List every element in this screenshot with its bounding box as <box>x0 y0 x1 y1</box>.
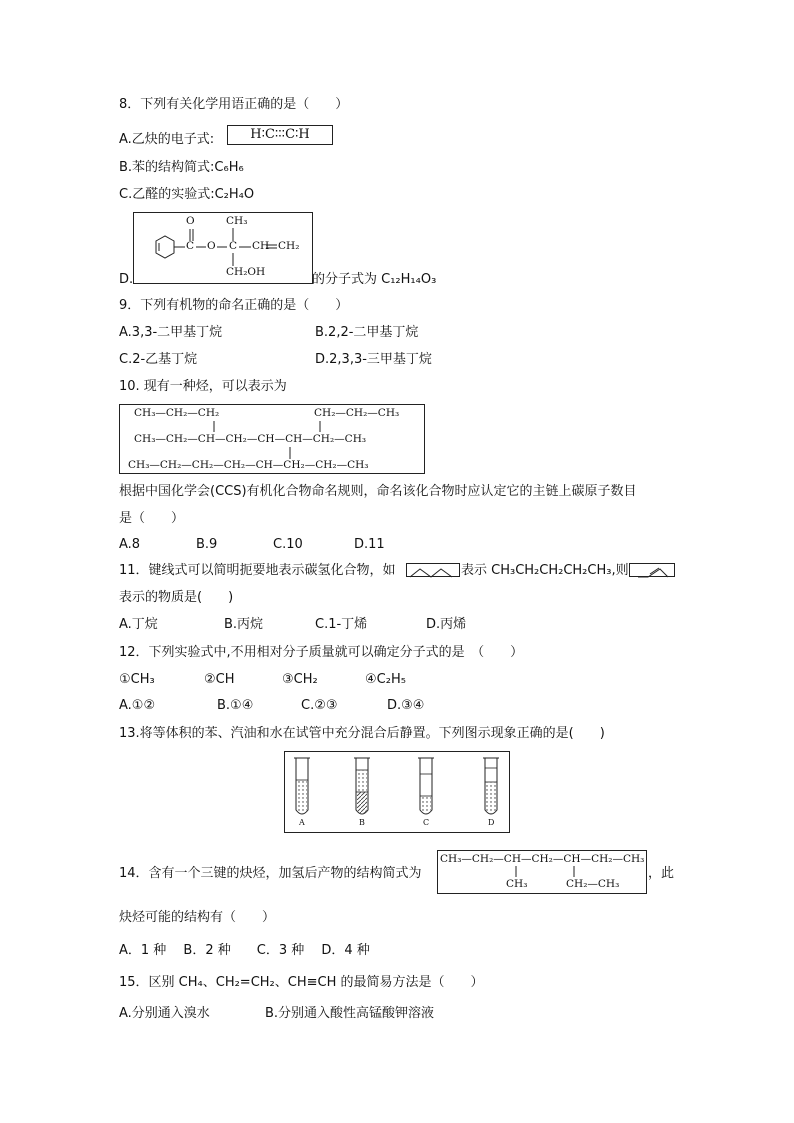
q13-label-a: A <box>299 818 305 827</box>
q10-stem: 10. 现有一种烃，可以表示为 <box>119 379 287 394</box>
q12-stem: 12．下列实验式中,不用相对分子质量就可以确定分子式的是 （ ） <box>119 645 524 660</box>
q13-label-d: D <box>488 818 495 827</box>
q11-option-a: A.丁烷 <box>119 617 158 632</box>
q15-stem: 15．区别 CH₄、CH₂=CH₂、CH≡CH 的最简易方法是（ ） <box>119 975 484 990</box>
q14-stem-line2: 炔烃可能的结构有（ ） <box>119 910 276 925</box>
q8-struct-c2: C <box>229 240 238 252</box>
q15-option-b: B.分别通入酸性高锰酸钾溶液 <box>265 1006 435 1021</box>
q10-option-a: A.8 <box>119 537 141 552</box>
q8-struct-c1: C <box>186 240 195 252</box>
q8-option-d-label: D. <box>119 272 134 287</box>
q12-item-3: ③CH₂ <box>282 672 318 687</box>
q11-option-d: D.丙烯 <box>426 617 467 632</box>
q8-option-c: C.乙醛的实验式:C₂H₄O <box>119 187 255 202</box>
q10-row2: CH₃—CH₂—CH—CH₂—CH—CH—CH₂—CH₃ <box>134 433 367 445</box>
q8-option-d-text: 的分子式为 C₁₂H₁₄O₃ <box>312 272 437 287</box>
q10-option-d: D.11 <box>354 537 385 552</box>
q11-stem-a: 11．键线式可以简明扼要地表示碳氢化合物，如 <box>119 563 396 578</box>
q11-stem-b: 表示 CH₃CH₂CH₂CH₂CH₃,则 <box>461 563 629 578</box>
butene-skeletal-icon <box>630 567 674 579</box>
q13-test-tubes-svg <box>285 752 509 832</box>
q8-option-b: B.苯的结构简式:C₆H₆ <box>119 160 244 175</box>
q8-struct-ch2: CH₂ <box>278 240 300 252</box>
q14-structure-box <box>437 850 647 894</box>
q12-option-a: A.①② <box>119 698 156 713</box>
test-tube-d-icon <box>483 758 499 814</box>
q8-option-a-label: A.乙炔的电子式: <box>119 132 215 147</box>
q9-option-c: C.2-乙基丁烷 <box>119 352 198 367</box>
q8-struct-ch: CH <box>252 240 270 252</box>
q12-item-4: ④C₂H₅ <box>365 672 406 687</box>
q8-struct-ch2oh: CH₂OH <box>226 266 266 278</box>
q12-item-1: ①CH₃ <box>119 672 155 687</box>
q13-stem: 13.将等体积的苯、汽油和水在试管中充分混合后静置。下列图示现象正确的是( ) <box>119 726 605 741</box>
q11-option-c: C.1-丁烯 <box>315 617 368 632</box>
q10-row3: CH₃—CH₂—CH₂—CH₂—CH—CH₂—CH₂—CH₃ <box>128 459 369 471</box>
q13-label-b: B <box>359 818 365 827</box>
q10-option-b: B.9 <box>196 537 218 552</box>
q14-sub1: CH₃ <box>506 878 528 890</box>
q14-sub2: CH₂—CH₃ <box>566 878 620 890</box>
test-tube-c-icon <box>418 758 434 814</box>
q15-option-a: A.分别通入溴水 <box>119 1006 210 1021</box>
q12-item-2: ②CH <box>204 672 235 687</box>
q11-option-b: B.丙烷 <box>224 617 264 632</box>
q10-text-line2: 是（ ） <box>119 511 185 526</box>
q14-stem-a: 14．含有一个三键的炔烃，加氢后产物的结构简式为 <box>119 866 422 881</box>
q10-option-c: C.10 <box>273 537 303 552</box>
q13-test-tubes-figure <box>284 751 510 833</box>
q12-option-d: D.③④ <box>387 698 425 713</box>
q8-struct-ch3: CH₃ <box>226 215 248 227</box>
q11-stem-line2: 表示的物质是( ) <box>119 590 234 605</box>
q8-struct-o-mid: O <box>207 240 216 252</box>
q14-options: A．1 种 B．2 种 C．3 种 D．4 种 <box>119 943 370 958</box>
q12-option-b: B.①④ <box>217 698 254 713</box>
q8-ester-structure-box <box>133 212 313 284</box>
q9-option-a: A.3,3-二甲基丁烷 <box>119 325 223 340</box>
test-tube-a-icon <box>294 758 310 814</box>
q8-struct-o-top: O <box>186 215 195 227</box>
q8-stem: 8．下列有关化学用语正确的是（ ） <box>119 97 349 112</box>
q11-pentane-skeletal-box <box>406 563 460 577</box>
q10-row1-right: CH₂—CH₂—CH₃ <box>314 407 400 419</box>
q14-stem-b: ，此 <box>648 866 675 881</box>
q9-option-d: D.2,3,3-三甲基丁烷 <box>315 352 432 367</box>
q10-structure-box <box>119 404 425 474</box>
q8-acetylene-electron-formula: H∶C∶∶∶C∶H <box>227 125 333 145</box>
q12-option-c: C.②③ <box>301 698 338 713</box>
q14-row1: CH₃—CH₂—CH—CH₂—CH—CH₂—CH₃ <box>440 853 645 865</box>
q13-label-c: C <box>423 818 430 827</box>
q9-stem: 9．下列有机物的命名正确的是（ ） <box>119 298 349 313</box>
q11-alkene-skeletal-box <box>629 563 675 577</box>
q10-text-line1: 根据中国化学会(CCS)有机化合物命名规则，命名该化合物时应认定它的主链上碳原子数目 <box>119 484 637 499</box>
q10-row1-left: CH₃—CH₂—CH₂ <box>134 407 220 419</box>
test-tube-b-icon <box>354 758 370 814</box>
q9-option-b: B.2,2-二甲基丁烷 <box>315 325 419 340</box>
pentane-zigzag-icon <box>407 567 459 579</box>
